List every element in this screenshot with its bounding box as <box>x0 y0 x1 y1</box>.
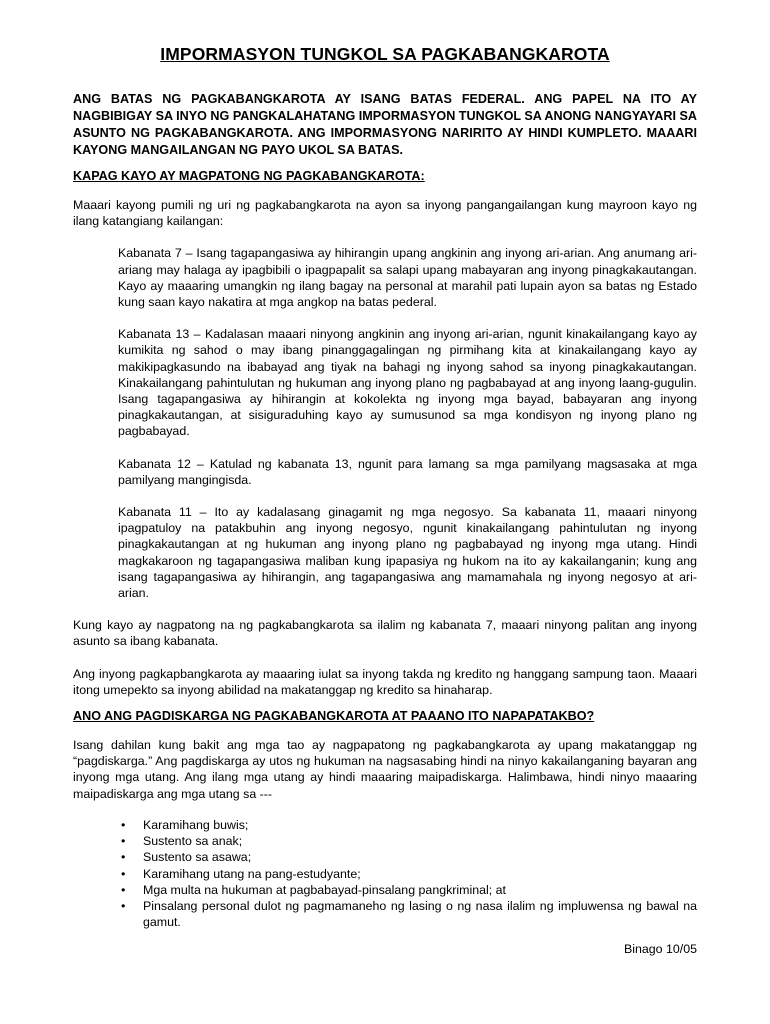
list-item: • Karamihang buwis; <box>121 817 249 832</box>
bullet-icon: • <box>121 898 126 913</box>
list-item: • Sustento sa asawa; <box>121 850 252 865</box>
bullet-icon: • <box>121 882 126 897</box>
non-dischargeable-debts-list <box>73 817 697 930</box>
change-chapter-paragraph: Kung kayo ay nagpatong na ng pagkabangkarota sa ilalim ng kabanata 7, maaari ninyong palitan ang inyong asunto sa ibang kabanata. <box>73 618 697 649</box>
discharge-lead-paragraph: Isang dahilan kung bakit ang mga tao ay nagpapatong ng pagkabangkarota ay upang makatanggap ng “pagdiskarga.” Ang pagdiskarga ay utos ng hukuman na nagsasabing hindi na ninyo kakailanganing bayaran ang inyong mga utang. Ang ilang mga utang ay hindi maaaring maipadiskarga. Halimbawa, hindi ninyo maaaring maipadiskarga ang mga utang sa --- <box>73 738 697 801</box>
document-page <box>73 44 697 930</box>
chapter-12-paragraph: Kabanata 12 – Katulad ng kabanata 13, ngunit para lamang sa mga pamilyang magsasaka at mga pamilyang mangingisda. <box>118 456 697 487</box>
bullet-icon: • <box>121 834 126 849</box>
credit-report-paragraph: Ang inyong pagkapbangkarota ay maaaring iulat sa inyong takda ng kredito ng hanggang sampung taon. Maaari itong umepekto sa inyong abilidad na makatanggap ng kredito sa hinaharap. <box>73 666 697 697</box>
filing-lead-paragraph: Maaari kayong pumili ng uri ng pagkabangkarota na ayon sa inyong pangangailangan kung mayroon kayo ng ilang katangiang kailangan: <box>73 198 697 229</box>
section-heading-filing: KAPAG KAYO AY MAGPATONG NG PAGKABANGKAROTA: <box>73 169 425 183</box>
bullet-icon: • <box>121 817 126 832</box>
list-item: • Karamihang utang na pang-estudyante; <box>121 866 361 881</box>
section-heading-discharge: ANO ANG PAGDISKARGA NG PAGKABANGKAROTA AT PAAANO ITO NAPAPATAKBO? <box>73 709 595 724</box>
chapter-11-paragraph: Kabanata 11 – Ito ay kadalasang ginagamit ng mga negosyo. Sa kabanata 11, maaari ninyong ipagpatuloy na patakbuhin ang inyong negosyo, ngunit kinakailangang pahintulutan ng inyong pinagkakautangan at ng hukuman ang inyong plano ng pagbabayad ng inyong mga utang. Hindi magkakaroon ng tagapangasiwa maliban kung ipapasiya ng hukom na ito ay kakailanganin; kung ang isang tagapangasiwa ay hihirangin, ang tagapangasiwa ang mamamahala ng inyong negosyo at ari-arian. <box>118 505 697 601</box>
list-item: • Pinsalang personal dulot ng pagmamaneho ng lasing o ng nasa ilalim ng impluwensa ng bawal na gamut. <box>121 898 697 930</box>
intro-notice: ANG BATAS NG PAGKABANGKAROTA AY ISANG BATAS FEDERAL. ANG PAPEL NA ITO AY NAGBIBIGAY SA INYO NG PANGKALAHATANG IMPORMASYON TUNGKOL SA ANONG NANGYAYARI SA ASUNTO NG PAGKABANGKAROTA. ANG IMPORMASYONG NARIRITO AY HINDI KUMPLETO. MAAARI KAYONG MANGAILANGAN NG PAYO UKOL SA BATAS. <box>73 92 697 157</box>
chapter-13-paragraph: Kabanata 13 – Kadalasan maaari ninyong angkinin ang inyong ari-arian, ngunit kinakailangang kayo ay kumikita ng sahod o may ibang pinanggagalingan ng pirmihang kita at kinakailangang kayo ay makikipagkasundo na ibabayad ang tiyak na bahagi ng inyong sahod sa inyong pinagkakautangan. Kinakailangang pahintulutan ng hukuman ang inyong plano ng pagbabayad at ang inyong laang-gugulin. Isang tagapangasiwa ay hihirangin at kokolekta ng inyong mga bayad, babayaran ang inyong pinagkakautangan, at sisiguraduhing kayo ay sumusunod sa mga kondisyon ng inyong plano ng pagbabayad. <box>118 327 697 439</box>
list-item: • Sustento sa anak; <box>121 834 243 849</box>
list-item: • Mga multa na hukuman at pagbabayad-pinsalang pangkriminal; at <box>121 882 507 897</box>
bullet-icon: • <box>121 866 126 881</box>
document-title: IMPORMASYON TUNGKOL SA PAGKABANGKAROTA <box>160 44 610 64</box>
chapter-7-paragraph: Kabanata 7 – Isang tagapangasiwa ay hihirangin upang angkinin ang inyong ari-arian. Ang anumang ari-ariang may halaga ay ipagbibili o ipagpapalit sa salapi upang mabayaran ang inyong pinagkakautangan. Kayo ay maaaring umangkin ng ilang bagay na personal at marahil pati lupain ayon sa batas ng Estado kung saan kayo nakatira at mga angkop na batas pederal. <box>118 246 697 310</box>
bullet-icon: • <box>121 850 126 865</box>
revision-footer: Binago 10/05 <box>623 942 697 956</box>
